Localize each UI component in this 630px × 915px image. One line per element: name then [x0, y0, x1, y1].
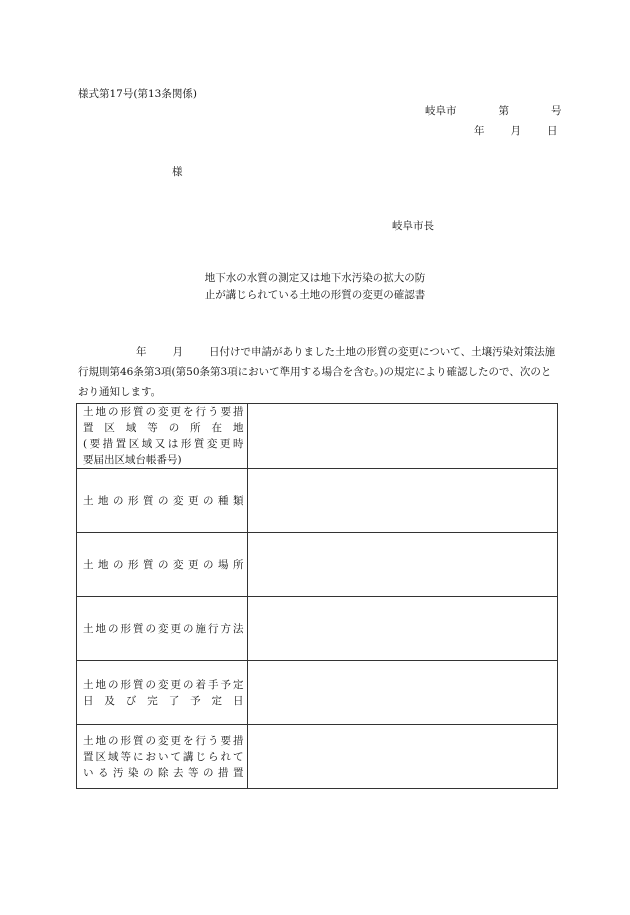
title-line-1: 地下水の水質の測定又は地下水汚染の拡大の防: [204, 272, 426, 284]
row-value-measures[interactable]: [248, 725, 558, 789]
row-label-type: [77, 469, 248, 533]
row-value-type[interactable]: [248, 469, 558, 533]
form-number-label: 様式第17号(第13条関係): [78, 88, 197, 100]
label-line: 土地の形質の変更を行う要措: [83, 406, 244, 418]
table-row: [77, 469, 558, 533]
row-label-location: [77, 404, 248, 469]
title-line-2: 止が講じられている土地の形質の変更の確認書: [204, 289, 426, 301]
row-label-schedule: [77, 661, 248, 725]
number-dai: 第: [498, 105, 509, 117]
row-value-schedule[interactable]: [248, 661, 558, 725]
issue-date-line: [474, 124, 558, 138]
row-label-method: [77, 597, 248, 661]
date-year: 年: [474, 125, 485, 137]
document-title: [0, 270, 630, 304]
label-line: 土地の形質の変更の施行方法: [83, 622, 244, 635]
label-line: 要届出区域台帳番号): [83, 454, 182, 466]
row-label-measures: [77, 725, 248, 789]
body-year: 年: [136, 346, 147, 358]
label-line: 土地の形質の変更の場所: [83, 558, 244, 571]
body-month: 月: [172, 346, 183, 358]
label-line: 土地の形質の変更の種類: [83, 494, 244, 507]
row-value-location[interactable]: [248, 404, 558, 469]
document-number-line: [425, 104, 562, 118]
label-line: (要措置区域又は形質変更時: [83, 438, 244, 450]
date-month: 月: [510, 125, 521, 137]
table-row: [77, 597, 558, 661]
table-row: [77, 661, 558, 725]
issuer-name: 岐阜市長: [392, 220, 434, 232]
body-text: 日付けで申請がありました土地の形質の変更について、土壌汚染対策法施行規則第46条第3項(第50条第3項において準用する場合を含む。)の規定により確認したので、次のとおり通知します。: [78, 346, 556, 398]
label-line: いる汚染の除去等の措置: [83, 766, 244, 779]
table-row: [77, 404, 558, 469]
row-value-method[interactable]: [248, 597, 558, 661]
label-line: 置区域等において講じられて: [83, 750, 244, 763]
label-line: 日及び完了予定日: [83, 694, 244, 707]
number-go: 号: [551, 105, 562, 117]
label-line: 置区域等の所在地: [83, 422, 244, 434]
body-paragraph: [78, 342, 558, 402]
table-row: [77, 533, 558, 597]
label-line: 土地の形質の変更を行う要措: [83, 734, 244, 747]
addressee-suffix: 様: [172, 166, 183, 178]
label-line: 土地の形質の変更の着手予定: [83, 678, 244, 691]
table-row: [77, 725, 558, 789]
row-label-place: [77, 533, 248, 597]
date-day: 日: [547, 125, 558, 137]
row-value-place[interactable]: [248, 533, 558, 597]
city-name: 岐阜市: [425, 105, 457, 117]
details-table: [76, 403, 558, 789]
